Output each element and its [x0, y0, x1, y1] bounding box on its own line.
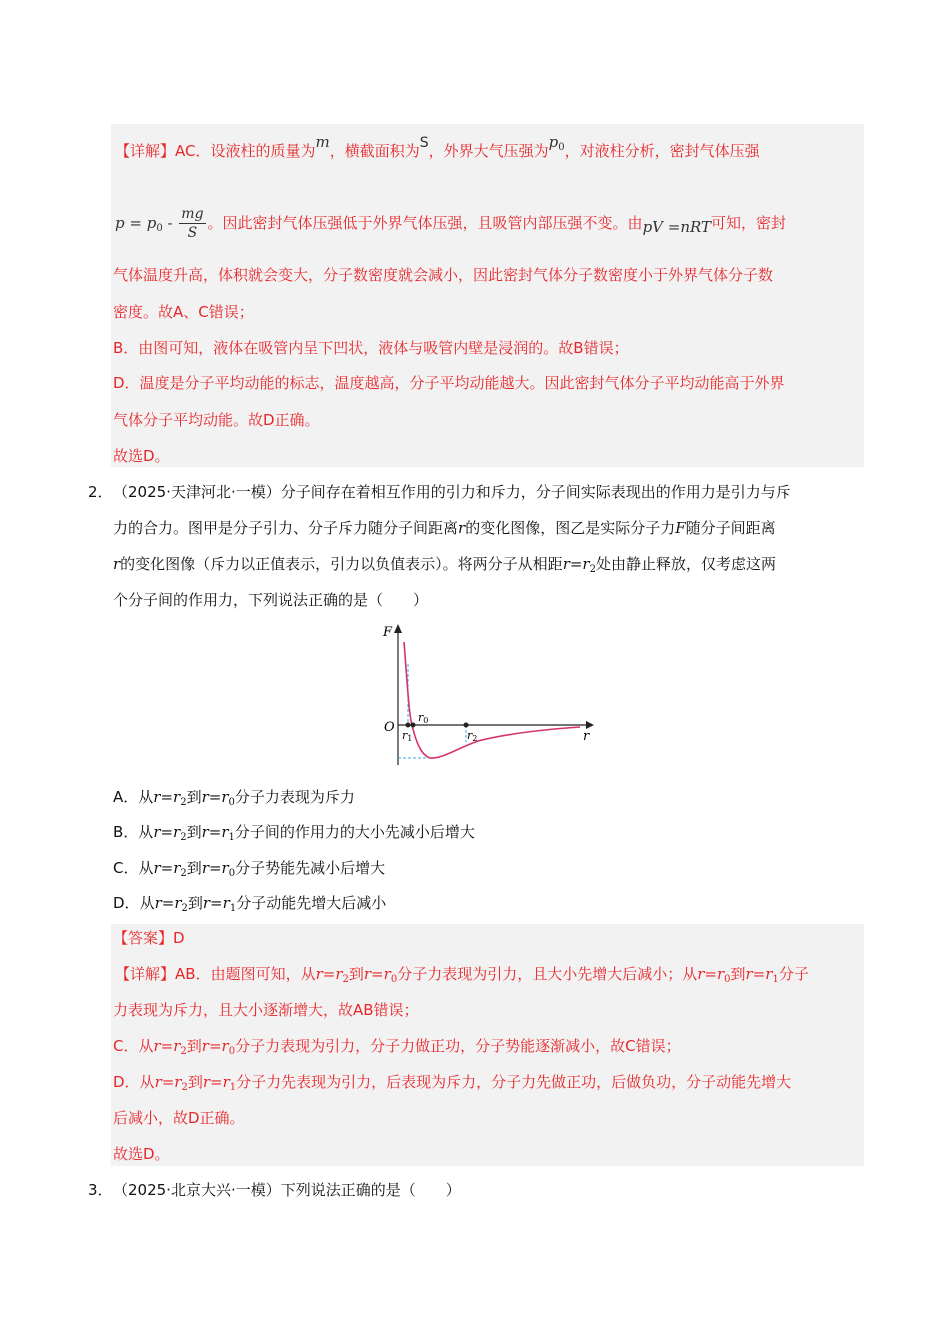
option-a[interactable]: A．从$r=r_2$到$r=r_0$分子力表现为斥力	[113, 788, 355, 808]
origin-label: O	[384, 720, 395, 735]
option-b[interactable]: B．从$r=r_2$到$r=r_1$分子间的作用力的大小先减小后增大	[113, 823, 475, 843]
molecular-force-graph	[380, 620, 600, 770]
r0-label: r0	[418, 711, 429, 725]
q1-solution-line-6: D．温度是分子平均动能的标志，温度越高，分子平均动能越大。因此密封气体分子平均动能高于外界	[113, 374, 785, 392]
pressure-formula: $p = p_0$ - $\frac{mg}{S}$	[115, 206, 204, 241]
force-curve	[404, 642, 580, 758]
q2-solution-line-3: C．从$r=r_2$到$r=r_0$分子力表现为引力，分子力做正功，分子势能逐渐减小，故C错误；	[113, 1037, 681, 1057]
q2-stem-line-4: 个分子间的作用力，下列说法正确的是（ ）	[113, 591, 429, 609]
r0-point	[411, 723, 416, 728]
q1-solution-line-2: $p = p_0$ - $\frac{mg}{S}$ 。因此密封气体压强低于外界气体压强，且吸管内部压强不变。由pV =nRT可知，密封	[115, 206, 787, 241]
q1-solution-line-7: 气体分子平均动能。故D正确。	[113, 411, 320, 429]
q2-solution-line-6: 故选D。	[113, 1145, 170, 1163]
q2-solution-line-4: D．从$r=r_2$到$r=r_1$分子力先表现为引力，后表现为斥力，分子力先做正功，后做负功，分子动能先增大	[113, 1073, 792, 1093]
q3-stem: （2025·北京大兴·一模）下列说法正确的是（ ）	[113, 1181, 461, 1199]
q2-stem-line-3: r的变化图像（斥力以正值表示，引力以负值表示）。将两分子从相距$r=r_2$处由静止释放，仅考虑这两	[113, 555, 776, 575]
q2-stem-line-2: 力的合力。图甲是分子引力、分子斥力随分子间距离r的变化图像，图乙是实际分子力F随分子间距离	[113, 519, 776, 537]
r1-label: r1	[402, 729, 413, 743]
q1-solution-line-4: 密度。故A、C错误；	[113, 303, 254, 321]
q1-solution-line-1: 【详解】AC．设液柱的质量为m，横截面积为S，外界大气压强为$p_0$，对液柱分析，密封气体压强	[115, 133, 760, 160]
r-axis-label: r	[583, 729, 590, 744]
q1-solution-line-8: 故选D。	[113, 447, 170, 465]
q1-solution-line-3: 气体温度升高，体积就会变大，分子数密度就会减小，因此密封气体分子数密度小于外界气体分子数	[113, 266, 774, 284]
r1-point	[406, 723, 411, 728]
option-c[interactable]: C．从$r=r_2$到$r=r_0$分子势能先减小后增大	[113, 859, 386, 879]
f-axis-label: F	[383, 625, 393, 640]
f-axis-arrow	[394, 624, 402, 633]
r2-point	[464, 723, 469, 728]
r-axis-arrow	[586, 721, 594, 729]
q2-solution-line-1: 【详解】AB．由题图可知，从$r=r_2$到$r=r_0$分子力表现为引力，且大小先增大后减小；从$r=r_0$到$r=r_1$分子	[115, 965, 809, 985]
q2-answer: 【答案】D	[113, 929, 185, 947]
q2-solution-line-2: 力表现为斥力，且大小逐渐增大，故AB错误；	[113, 1001, 419, 1019]
q2-number: 2．	[88, 483, 113, 501]
q3-number: 3．	[88, 1181, 113, 1199]
r2-label: r2	[467, 729, 478, 743]
q2-solution-line-5: 后减小，故D正确。	[113, 1109, 245, 1127]
q2-stem-line-1: （2025·天津河北·一模）分子间存在着相互作用的引力和斥力，分子间实际表现出的作用力是引力与斥	[113, 483, 791, 501]
q1-solution-line-5: B．由图可知，液体在吸管内呈下凹状，液体与吸管内壁是浸润的。故B错误；	[113, 339, 629, 357]
option-d[interactable]: D．从$r=r_2$到$r=r_1$分子动能先增大后减小	[113, 894, 387, 914]
